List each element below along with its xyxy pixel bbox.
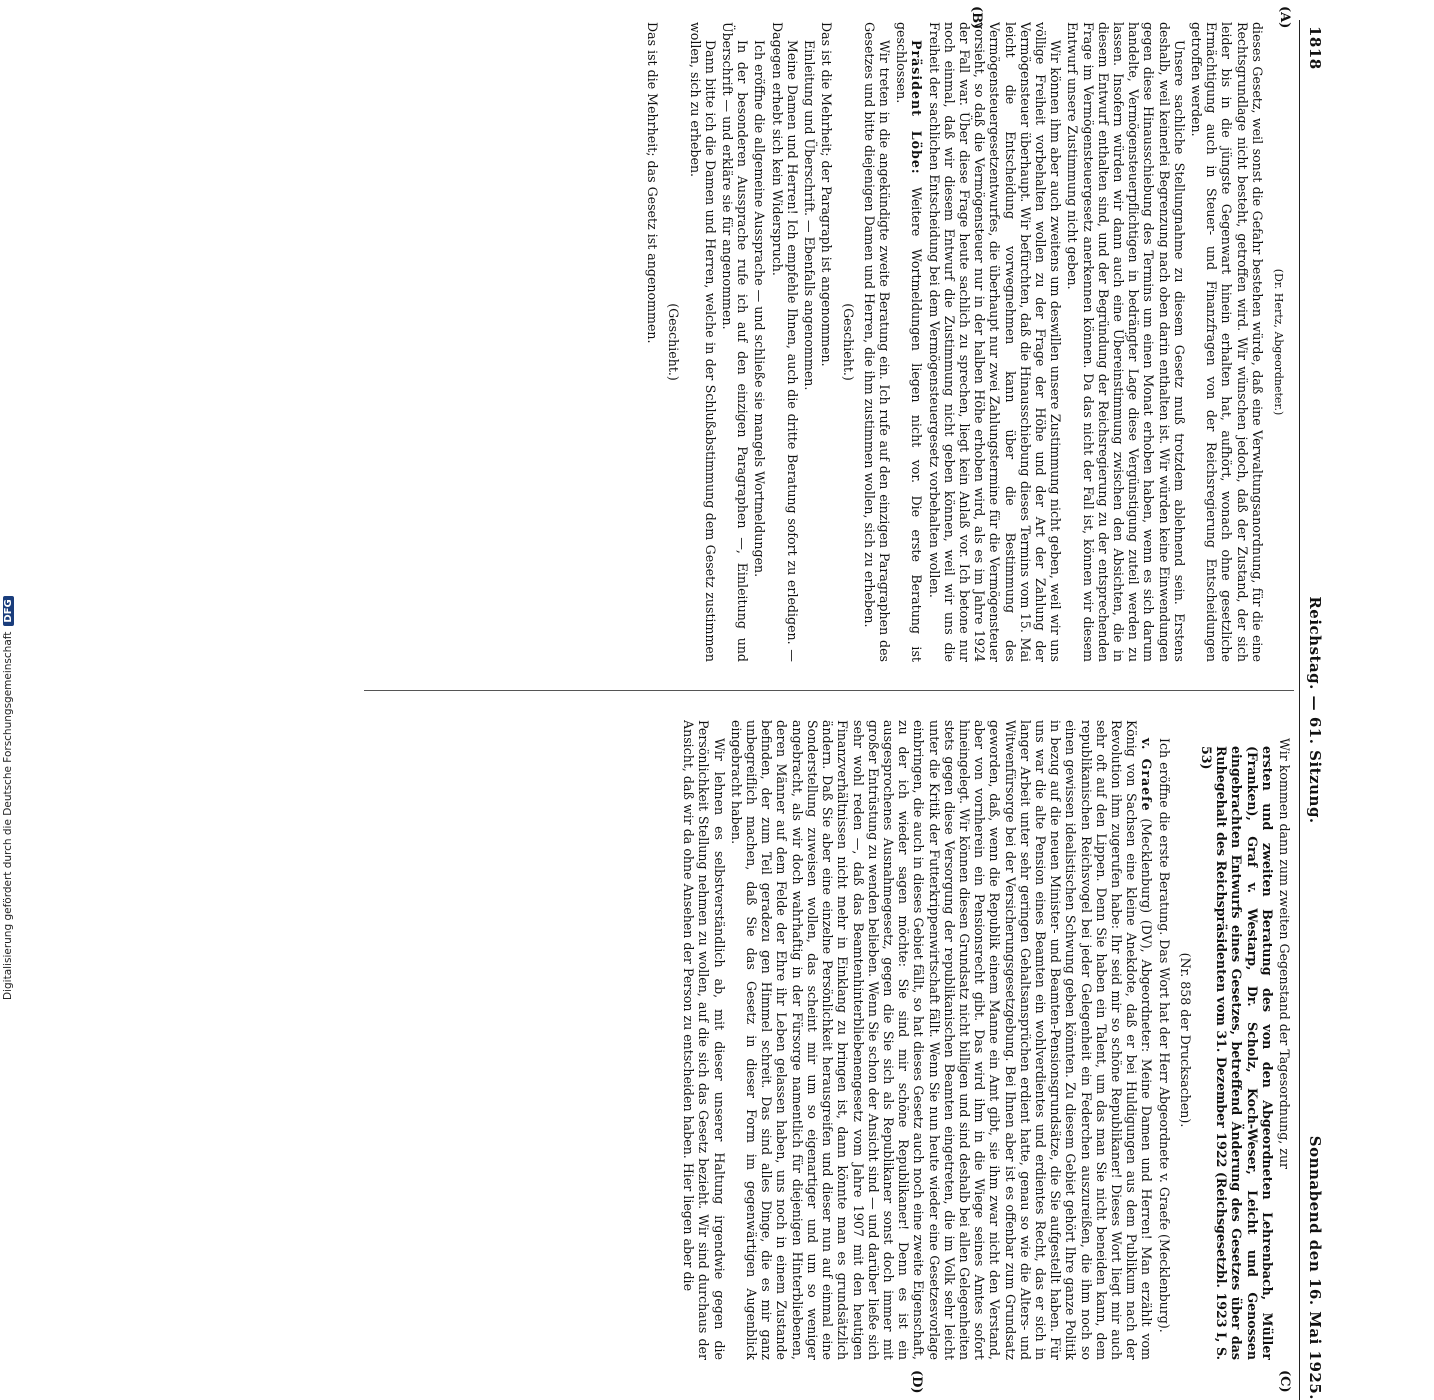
left-column xyxy=(362,22,1292,662)
rotated-document-page xyxy=(0,6,1324,1400)
credit-text: Digitalisierung gefördert durch die Deutsche Forschungsgemeinschaft xyxy=(2,631,14,1000)
page-number: 1818 xyxy=(1306,26,1324,70)
paragraph: Wir kommen dann zum zweiten Gegenstand der Tagesordnung, zur xyxy=(1277,738,1292,1170)
paragraph xyxy=(729,720,1155,1360)
speech-text: (Mecklenburg) (DV), Abgeordneter: Meine Damen und Herren! Man erzählt vom König von Sachsen eine kleine Anekdote, daß er bei Huldigungen aus dem Publikum nach der Revolution ihm zugerufen habe: Ihr seid mir so schöne Republikaner! Dieses Wort liegt mir auch sehr oft auf den Lippen. Denn Sie haben ein Talent, um das man Sie nicht beneiden kann, dem republikanischen Reichsvogel bei jeder Gelegenheit ein Federchen auszureißen, die ihm noch so einen gewissen idealistischen Schwung geben könnten. Zu diesem Gebiet gehört Ihre ganze Politik in bezug auf die neuen Minister- und Beamten-Pensionsgrundsätze, die Sie aufgestellt haben. Für uns war die alte Pension eines Beamten ein wohlverdientes und erdientes Recht, das er sich in langer Arbeit unter sehr geringen Gehaltsansprüchen erdient hatte, genau so wie die Alters- und Witwenfürsorge bei der Versicherungsgesetzgebung. Bei Ihnen aber ist es offenbar zum Grundsatz geworden, daß, wenn die Republik einem Manne ein Amt gibt, sie ihm zwar nicht den Verstand, aber von vornherein ein Pensionsrecht gibt. Das wird ihm in die Wiege seines Amtes sofort hineingelegt. Wir können diesen Grundsatz nicht billigen und sind deshalb bei allen Gelegenheiten stets gegen diese Versorgung der republikanischen Beamten eingetreten, die im Volk sehr leicht unter die Kritik der Futterkrippenwirtschaft fällt. Wenn Sie nun heute wieder eine Gesetzesvorlage einbringen, die auch in dieses Gebiet fällt, so hat dieses Gesetz auch noch eine zweite Eigenschaft, zu der ich wieder sagen möchte: Sie sind mir schöne Republikaner! Denn es ist ein ausgesprochenes Ausnahmegesetz, gegen die Sie sich als Republikaner sonst doch immer mit großer Entrüstung zu wenden belieben. Wenn Sie schon der Ansicht sind — und darüber ließe sich sehr wohl reden —, daß das Beamtenhinterbliebenengesetz vom Jahre 1907 mit den heutigen Finanzverhältnissen nicht mehr in Einklang zu bringen ist, dann könnte man es grundsätzlich ändern. Daß Sie aber eine einzelne Persönlichkeit herausgreifen und dieser nun auf einmal eine Sonderstellung zuweisen wollen, das scheint mir um so eigenartiger und um so weniger angebracht, als wir doch wahrhaftig in der Fürsorge namentlich für diejenigen Hinterbliebenen, deren Männer auf dem Felde der Ehre ihr Leben gelassen haben, uns noch in einem Zustande befinden, der zum Teil geradezu gen Himmel schreit. Das sind alles Dinge, die es mir ganz unbegreiflich machen, daß Sie das Gesetz in dieser Form im gegenwärtigen Augenblick eingebracht haben. xyxy=(728,720,1155,1360)
paragraph: Einleitung und Überschrift. — Ebenfalls angenommen. xyxy=(802,40,818,391)
margin-mark-a: (A) xyxy=(1277,6,1292,29)
document-reference: (Nr. 858 der Drucksachen). xyxy=(1177,952,1193,1128)
paragraph: Wir treten in die angekündigte zweite Beratung ein. Ich rufe auf den einzigen Paragraphen des Gesetzes und bitte diejenigen Damen und Herren, die ihm zustimmen wollen, sich zu erheben. xyxy=(861,22,892,662)
dfg-logo-icon: DFG xyxy=(3,596,14,625)
right-column xyxy=(362,720,1292,1360)
digitization-credit xyxy=(2,0,20,1000)
page-header xyxy=(1302,20,1324,1400)
margin-mark-b: (B) xyxy=(969,6,984,30)
speaker-name: Präsident Löbe: xyxy=(909,40,925,175)
margin-mark-c: (C) xyxy=(1277,1370,1292,1393)
paragraph: In der besonderen Aussprache rufe ich auf den einzigen Paragraphen —, Einleitung und Überschrift — und erkläre sie für angenommen. xyxy=(720,22,751,662)
paragraph: dieses Gesetz, weil sonst die Gefahr bestehen würde, daß eine Verwaltungsanordnung, für die eine Rechtsgrundlage nicht besteht, getroffen wird. Wir wünschen jedoch, daß der Zustand, der sich leider bis in die jüngste Gegenwart hinein erhalten hat, aufhört, wonach ohne gesetzliche Ermächtigung auch in Steuer- und Finanzfragen von der Reichsregierung Entscheidungen getroffen werden. xyxy=(1188,22,1265,662)
paragraph: Das ist die Mehrheit; das Gesetz ist angenommen. xyxy=(645,22,661,344)
paragraph: Unsere sachliche Stellungnahme zu diesem Gesetz muß trotzdem ablehnend sein. Erstens deshalb, weil keinerlei Begrenzung nach oben darin enthalten ist. Wir würden keine Einwendungen gegen diese Hinausschiebung des Termins um einen Monat erhoben haben, wenn es sich darum handelte, Vermögensteuerpflichtigen in bedrängter Lage diese Vergünstigung zuteil werden zu lassen. Insofern würden wir dann auch eine Übereinstimmung zwischen den Absichten, die in diesem Entwurf enthalten sind, und der Begründung der Reichsregierung zu der entsprechenden Frage im Vermögensteuergesetz anerkennen können. Da das nicht der Fall ist, können wir diesem Entwurf unsere Zustimmung nicht geben. xyxy=(1065,22,1187,662)
agenda-item: ersten und zweiten Beratung des von den Abgeordneten Lehrenbach, Müller (Franken), Graf v. Westarp, Dr. Scholz, Koch-Weser, Leicht und Genossen eingebrachten Entwurfs eines Gesetzes, betreffend Änderung des Gesetzes über das Ruhegehalt des Reichspräsidenten vom 31. Dezember 1922 (Reichsgesetzbl. 1923 I, S. 53) xyxy=(1198,746,1275,1360)
paragraph: Ich eröffne die erste Beratung. Das Wort hat der Herr Abgeordnete v. Graefe (Mecklenburg). xyxy=(1156,738,1172,1333)
header-rule xyxy=(1299,20,1300,1400)
speech-text: Weitere Wortmeldungen liegen nicht vor. Die erste Beratung ist geschlossen. xyxy=(894,22,925,662)
paragraph: Das ist die Mehrheit; der Paragraph ist angenommen. xyxy=(819,22,835,367)
speaker-name: v. Graefe xyxy=(1139,738,1155,812)
paragraph: Meine Damen und Herren! Ich empfehle Ihnen, auch die dritte Beratung sofort zu erledigen. — Dagegen erhebt sich kein Widerspruch. xyxy=(769,22,800,662)
stage-direction: (Geschieht.) xyxy=(840,303,856,381)
paragraph: Wir lehnen es selbstverständlich ab, mit dieser unserer Haltung irgendwie gegen die Persönlichkeit Stellung nehmen zu wollen, auf die sich das Gesetz bezieht. Wir sind durchaus der Ansicht, daß wir da ohne Ansehen der Person zu entscheiden haben. Hier liegen aber die xyxy=(681,720,727,1360)
column-divider xyxy=(364,690,1294,691)
paragraph xyxy=(894,22,924,662)
speaker-continuation: (Dr. Hertz, Abgeordneter.) xyxy=(1272,268,1285,416)
paragraph: Wir können ihm aber auch zweitens um deswillen unsere Zustimmung nicht geben, weil wir uns völlige Freiheit vorbehalten wollen zu der Frage der Höhe und der Art der Zahlung der Vermögensteuer überhaupt. Wir befürchten, daß die Hinausschiebung dieses Termins vom 15. Mai leicht die Entscheidung vorwegnehmen kann über die Bestimmung des Vermögensteuergesetzentwurfes, die überhaupt nur zwei Zahlungstermine für die Vermögensteuer vorsieht, so daß die Vermögensteuer nur in der halben Höhe erhoben wird, als es im Jahre 1924 der Fall war. Über diese Frage heute sachlich zu sprechen, liegt kein Anlaß vor. Ich betone nur noch einmal, daß wir diesem Entwurf die Zustimmung nicht geben können, weil wir uns die Freiheit der sachlichen Entscheidung bei dem Vermögensteuergesetz vorbehalten wollen. xyxy=(926,22,1064,662)
session-title: Reichstag. — 61. Sitzung. xyxy=(1306,596,1324,824)
session-date: Sonnabend den 16. Mai 1925. xyxy=(1306,1135,1324,1400)
paragraph: Ich eröffne die allgemeine Aussprache — und schließe sie mangels Wortmeldungen. xyxy=(752,40,768,578)
stage-direction: (Geschieht.) xyxy=(666,303,682,381)
margin-mark-d: (D) xyxy=(909,1370,924,1394)
paragraph: Dann bitte ich die Damen und Herren, welche in der Schlußabstimmung dem Gesetz zustimmen wollen, sich zu erheben. xyxy=(687,22,718,662)
